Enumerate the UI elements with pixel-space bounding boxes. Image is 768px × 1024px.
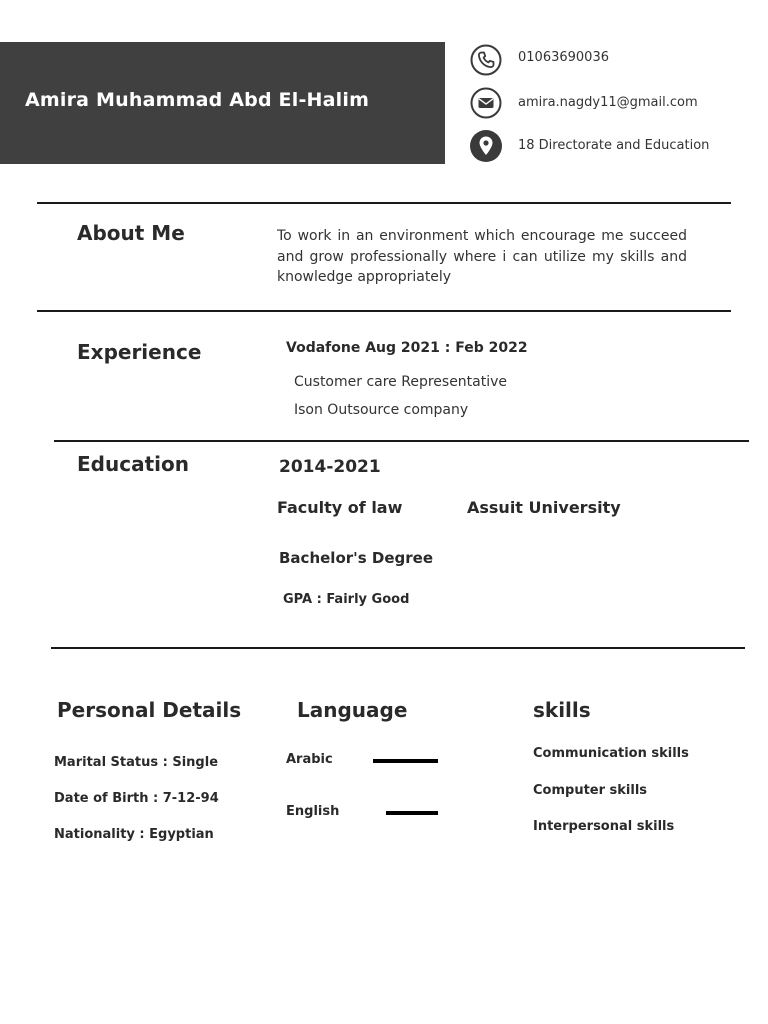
home-address: 18 Directorate and Education [518,138,710,153]
personal-title: Personal Details [57,698,242,722]
email-icon [470,87,502,119]
about-title: About Me [77,221,185,245]
education-gpa: GPA : Fairly Good [283,592,410,607]
phone-number: 01063690036 [518,50,609,65]
divider [37,202,731,204]
skill-item: Computer skills [533,783,648,798]
skill-item: Interpersonal skills [533,819,675,834]
divider [37,310,731,312]
education-faculty: Faculty of law [277,498,403,517]
email-address: amira.nagdy11@gmail.com [518,95,698,110]
divider [54,440,749,442]
experience-role: Customer care Representative [294,374,508,390]
education-university: Assuit University [467,498,621,517]
language-title: Language [297,698,408,722]
education-degree: Bachelor's Degree [279,549,433,567]
personal-item: Marital Status : Single [54,755,219,770]
divider [51,647,745,649]
experience-title: Experience [77,340,202,364]
location-icon [470,130,502,162]
phone-icon [470,44,502,76]
language-name: English [286,804,340,819]
education-title: Education [77,452,189,476]
experience-company: Ison Outsource company [294,402,469,418]
personal-item: Nationality : Egyptian [54,827,214,842]
education-years: 2014-2021 [279,457,381,477]
language-name: Arabic [286,752,333,767]
experience-heading: Vodafone Aug 2021 : Feb 2022 [286,340,528,356]
personal-item: Date of Birth : 7-12-94 [54,791,219,806]
skills-title: skills [533,698,591,722]
language-level-bar [373,759,438,763]
language-level-bar [386,811,438,815]
skill-item: Communication skills [533,746,689,761]
candidate-name: Amira Muhammad Abd El-Halim [25,89,370,111]
about-text: To work in an environment which encourage me succeed and grow professionally where i can utilize my skills and knowledge appropriately [277,228,687,285]
